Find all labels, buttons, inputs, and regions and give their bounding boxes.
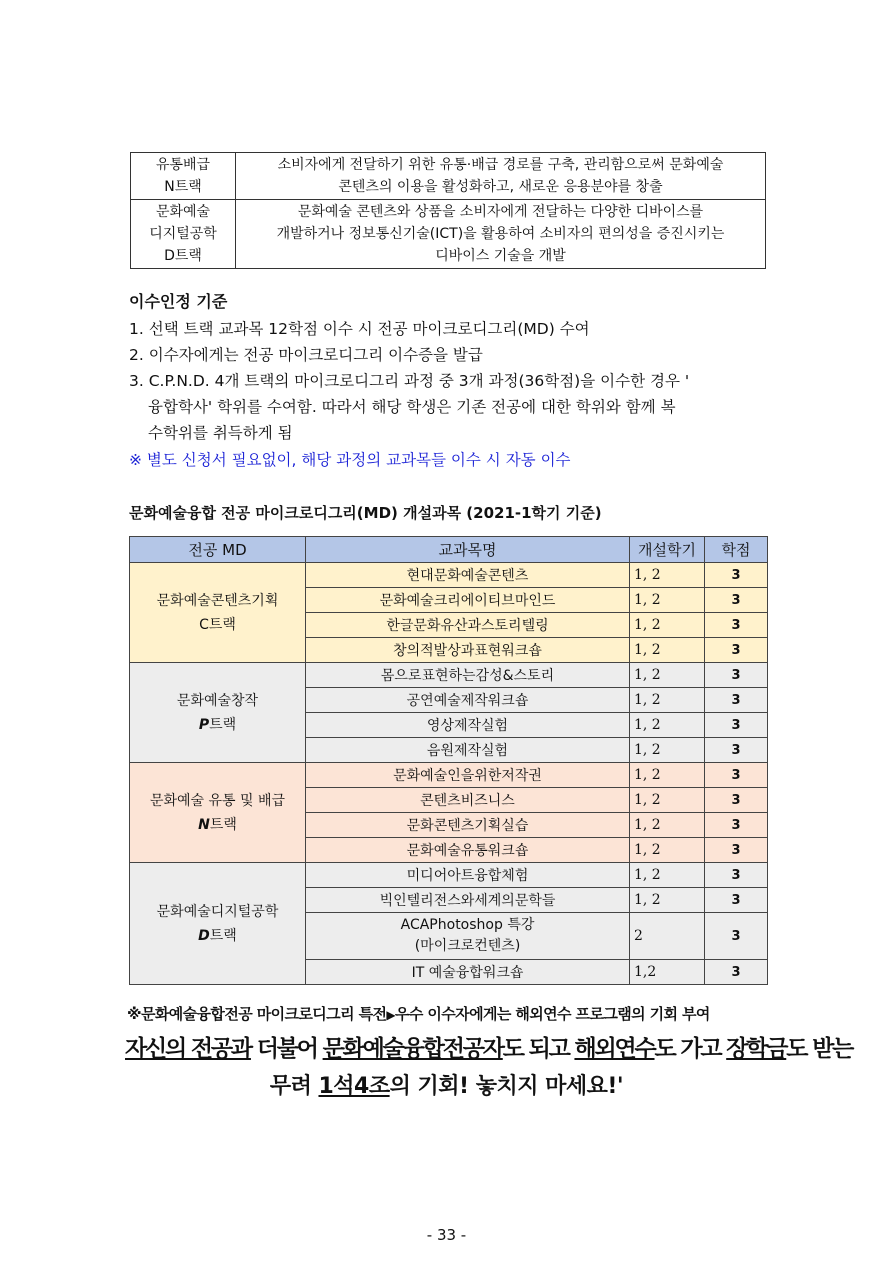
course-semester: 1, 2: [630, 663, 705, 688]
course-semester: 1, 2: [630, 613, 705, 638]
track-description-table: [130, 152, 766, 269]
criteria-item-3: [129, 368, 689, 446]
group-track: [130, 924, 305, 948]
promo-benefit-line: [127, 1003, 710, 1024]
promo-segment: 1석4조: [318, 1074, 390, 1099]
course-name: 문화예술유통워크숍: [306, 838, 630, 863]
course-semester: 1, 2: [630, 713, 705, 738]
group-name: 문화예술디지털공학: [156, 903, 279, 920]
track-suffix: 트랙: [209, 927, 237, 944]
course-name: [306, 913, 630, 960]
group-p-track: [130, 663, 306, 763]
course-credit: 3: [705, 738, 768, 763]
course-credit: 3: [705, 713, 768, 738]
track-key-line: 디지털공학: [149, 226, 217, 242]
group-name: 문화예술창작: [176, 692, 259, 709]
course-semester: 1, 2: [630, 638, 705, 663]
course-credit: 3: [705, 613, 768, 638]
course-semester: 1, 2: [630, 863, 705, 888]
group-name: 문화예술콘텐츠기획: [156, 592, 279, 609]
track-desc-n: [236, 153, 766, 200]
course-name: 빅인텔리전스와세계의문학들: [306, 888, 630, 913]
course-credit: 3: [705, 960, 768, 985]
play-arrow-icon: ▶: [386, 1008, 395, 1022]
page-number: - 33 -: [426, 1226, 467, 1244]
course-semester: 1, 2: [630, 763, 705, 788]
group-name: 문화예술 유통 및 배급: [149, 792, 286, 809]
track-desc-line: 개발하거나 정보통신기술(ICT)을 활용하여 소비자의 편의성을 증진시키는: [276, 226, 725, 242]
course-name: IT 예술융합워크숍: [306, 960, 630, 985]
course-name: 문화예술크리에이티브마인드: [306, 588, 630, 613]
course-credit: 3: [705, 863, 768, 888]
track-row-d: [131, 200, 766, 269]
group-track: [130, 813, 305, 837]
promo-benefit-text: ※문화예술융합전공 마이크로디그리 특전: [127, 1005, 387, 1023]
course-name-line: (마이크로컨텐츠): [414, 938, 521, 954]
course-credit: 3: [705, 688, 768, 713]
group-track: C트랙: [199, 616, 236, 633]
course-name: 미디어아트융합체험: [306, 863, 630, 888]
course-semester: 1, 2: [630, 838, 705, 863]
group-d-track: [130, 863, 306, 985]
course-table: [129, 536, 768, 985]
course-semester: 1, 2: [630, 588, 705, 613]
course-semester: 1, 2: [630, 888, 705, 913]
table-row: [130, 663, 768, 688]
track-desc-d: [236, 200, 766, 269]
track-letter: N: [198, 816, 210, 833]
promo-segment: 무려: [269, 1074, 319, 1099]
course-credit: 3: [705, 588, 768, 613]
course-name: 공연예술제작워크숍: [306, 688, 630, 713]
promo-segment: 도 받는: [786, 1036, 853, 1062]
header-major-md: 전공 MD: [130, 537, 306, 563]
promo-segment: 의 기회! 놓치지 마세요!': [389, 1074, 624, 1099]
promo-segment: 자신의 전공과: [125, 1036, 251, 1062]
course-credit: 3: [705, 788, 768, 813]
track-letter: D: [198, 927, 210, 944]
track-suffix: 트랙: [209, 816, 237, 833]
criteria-item-1: 1. 선택 트랙 교과목 12학점 이수 시 전공 마이크로디그리(MD) 수여: [129, 320, 590, 338]
criteria-heading: 이수인정 기준: [129, 292, 228, 311]
promo-segment: 해외연수: [574, 1036, 655, 1062]
course-credit: 3: [705, 638, 768, 663]
criteria-item-3-line: 융합학사' 학위를 수여함. 따라서 해당 학생은 기존 전공에 대한 학위와 함께 복: [148, 398, 676, 416]
course-credit: 3: [705, 888, 768, 913]
promo-segment: 문화예술융합전공자: [322, 1036, 503, 1062]
criteria-item-3-line: 3. C.P.N.D. 4개 트랙의 마이크로디그리 과정 중 3개 과정(36학점)을 이수한 경우 ': [129, 372, 690, 390]
course-semester: 2: [630, 913, 705, 960]
course-name: 영상제작실험: [306, 713, 630, 738]
course-name: 현대문화예술콘텐츠: [306, 563, 630, 588]
table-row: [130, 763, 768, 788]
course-name-line: ACAPhotoshop 특강: [400, 917, 535, 933]
track-desc-line: 콘텐츠의 이용을 활성화하고, 새로운 응용분야를 창출: [338, 179, 663, 195]
course-name: 몸으로표현하는감성&스토리: [306, 663, 630, 688]
course-name: 문화예술인을위한저작권: [306, 763, 630, 788]
table-row: [130, 563, 768, 588]
course-credit: 3: [705, 563, 768, 588]
track-desc-line: 디바이스 기술을 개발: [435, 248, 566, 264]
course-table-header: [130, 537, 768, 563]
auto-completion-note: ※ 별도 신청서 필요없이, 해당 과정의 교과목들 이수 시 자동 이수: [129, 451, 571, 469]
course-semester: 1, 2: [630, 563, 705, 588]
track-key-n: [131, 153, 236, 200]
course-semester: 1, 2: [630, 813, 705, 838]
track-key-line: N트랙: [164, 179, 202, 195]
table-row: [130, 863, 768, 888]
track-key-line: 문화예술: [155, 204, 211, 220]
course-credit: 3: [705, 913, 768, 960]
course-semester: 1, 2: [630, 738, 705, 763]
course-semester: 1, 2: [630, 788, 705, 813]
track-key-line: 유통배급: [155, 157, 211, 173]
track-key-line: D트랙: [164, 248, 202, 264]
track-key-d: [131, 200, 236, 269]
criteria-item-2: 2. 이수자에게는 전공 마이크로디그리 이수증을 발급: [129, 346, 483, 364]
header-course-name: 교과목명: [306, 537, 630, 563]
course-credit: 3: [705, 838, 768, 863]
promo-headline-line-1: [125, 1030, 852, 1063]
course-section-title: 문화예술융합 전공 마이크로디그리(MD) 개설과목 (2021-1학기 기준): [129, 504, 602, 522]
track-suffix: 트랙: [209, 716, 237, 733]
course-name: 콘텐츠비즈니스: [306, 788, 630, 813]
track-desc-line: 소비자에게 전달하기 위한 유통·배급 경로를 구축, 관리함으로써 문화예술: [277, 157, 724, 173]
course-name: 한글문화유산과스토리텔링: [306, 613, 630, 638]
group-track: [130, 713, 305, 737]
course-semester: 1, 2: [630, 688, 705, 713]
course-name: 문화콘텐츠기획실습: [306, 813, 630, 838]
criteria-item-3-line: 수학위를 취득하게 됨: [148, 424, 293, 442]
promo-segment: 도 가고: [654, 1036, 727, 1062]
track-letter: P: [198, 716, 210, 733]
group-n-track: [130, 763, 306, 863]
track-desc-line: 문화예술 콘텐츠와 상품을 소비자에게 전달하는 다양한 디바이스를: [297, 204, 704, 220]
course-name: 창의적발상과표현워크숍: [306, 638, 630, 663]
group-c-track: [130, 563, 306, 663]
course-credit: 3: [705, 813, 768, 838]
course-credit: 3: [705, 663, 768, 688]
promo-headline-line-2: [0, 1069, 893, 1100]
course-name: 음원제작실험: [306, 738, 630, 763]
course-semester: 1,2: [630, 960, 705, 985]
promo-benefit-text: 우수 이수자에게는 해외연수 프로그램의 기회 부여: [395, 1005, 710, 1023]
header-semester: 개설학기: [630, 537, 705, 563]
promo-segment: 도 되고: [502, 1036, 575, 1062]
header-credit: 학점: [705, 537, 768, 563]
track-row-n: [131, 153, 766, 200]
course-credit: 3: [705, 763, 768, 788]
promo-segment: 장학금: [726, 1036, 787, 1062]
promo-segment: 더불어: [250, 1036, 323, 1062]
